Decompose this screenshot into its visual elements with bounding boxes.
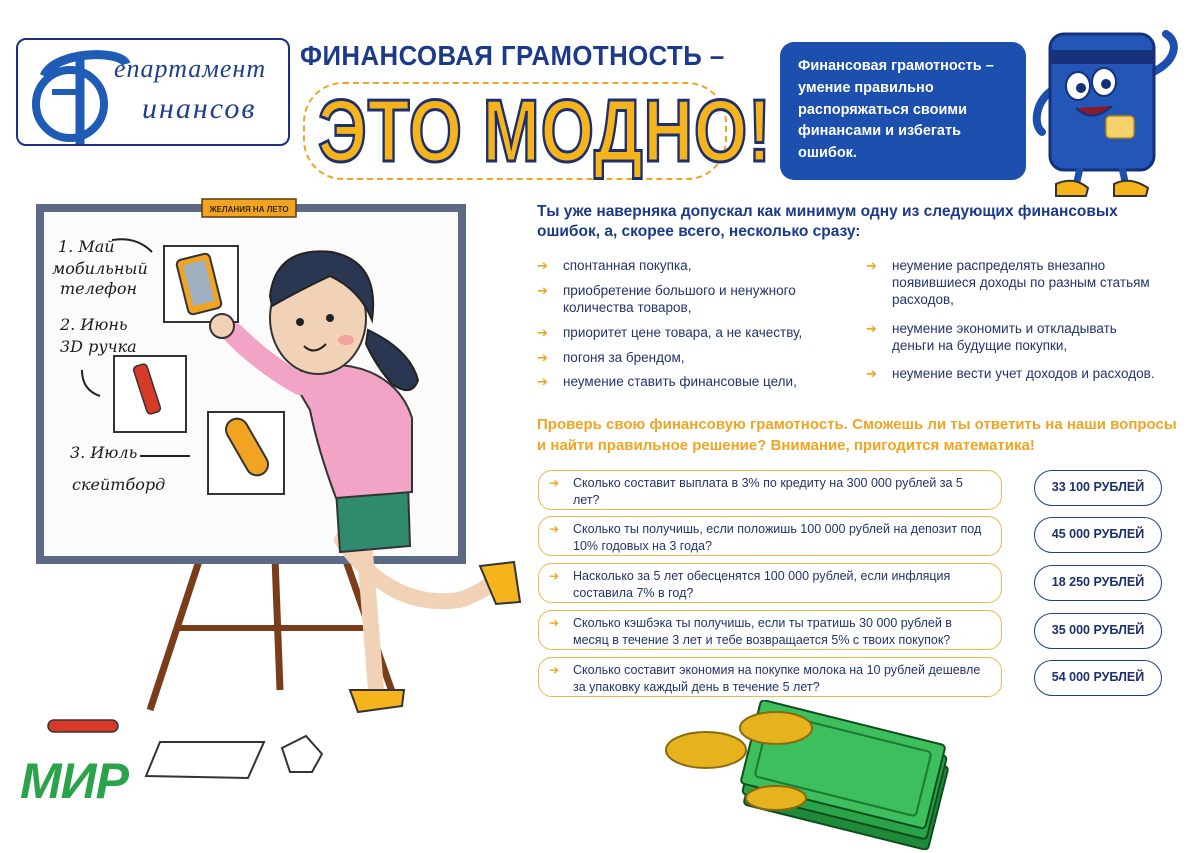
quiz-question-4: ➔ Сколько кэшбэка ты получишь, если ты тратишь 30 000 рублей в месяц в течение 3 лет и тебе возвращается 5% с твоих покупок? [538, 610, 1002, 650]
girl-whiteboard-illustration [0, 0, 540, 853]
logo-word-finance: инансов [142, 92, 257, 125]
coin-icon [740, 712, 812, 744]
board-item-2-line-1: 2. Июнь [60, 315, 128, 334]
mistakes-list-left [537, 258, 847, 391]
quiz-answer-2: 45 000 РУБЛЕЙ [1034, 517, 1162, 553]
money-illustration [656, 700, 976, 850]
page-title-top: ФИНАНСОВАЯ ГРАМОТНОСТЬ – [300, 40, 725, 71]
definition-box: Финансовая грамотность – умение правильно распоряжаться своими финансами и избегать ошибок. [780, 42, 1026, 180]
page-title-main: ЭТО МОДНО! [318, 81, 772, 180]
arrow-icon: ➔ [549, 476, 560, 490]
quiz-intro: Проверь свою финансовую грамотность. Сможешь ли ты ответить на наши вопросы и найти правильное решение? Внимание, пригодится математика! [537, 416, 1177, 454]
list-item: ➔ приоритет цене товара, а не качеству, [537, 325, 847, 342]
board-item-1-line-1: 1. Май [58, 237, 115, 256]
board-header: ЖЕЛАНИЯ НА ЛЕТО [209, 205, 289, 214]
board-item-3-line-2: скейтборд [72, 475, 166, 494]
list-item: ➔ приобретение большого и ненужного количества товаров, [537, 283, 847, 317]
crumpled-paper [282, 736, 322, 772]
easel-leg [150, 558, 200, 710]
list-item: ➔ погоня за брендом, [537, 350, 847, 367]
quiz-answer-5: 54 000 РУБЛЕЙ [1034, 660, 1162, 696]
quiz-question-2: ➔ Сколько ты получишь, если положишь 100 000 рублей на депозит под 10% годовых на 3 года? [538, 516, 1002, 556]
list-item: ➔ неумение распределять внезапно появившиеся доходы по разным статьям расходов, [866, 258, 1162, 309]
quiz-answer-4: 35 000 РУБЛЕЙ [1034, 613, 1162, 649]
board-item-1-line-2: мобильный [52, 259, 148, 278]
logo-word-department: епартамент [114, 54, 267, 83]
marker-icon [48, 720, 118, 732]
arrow-icon: ➔ [549, 616, 560, 630]
list-item: ➔ спонтанная покупка, [537, 258, 847, 275]
board-item-3-line-1: 3. Июль [70, 443, 138, 462]
list-item: ➔ неумение ставить финансовые цели, [537, 374, 847, 391]
list-item: ➔ неумение экономить и откладывать деньги на будущие покупки, [866, 321, 1162, 355]
coin-icon [666, 732, 746, 768]
arrow-icon: ➔ [549, 569, 560, 583]
mistakes-intro: Ты уже наверняка допускал как минимум одну из следующих финансовых ошибок, а, скорее всего, несколько сразу: [537, 203, 1118, 241]
quiz-answer-3: 18 250 РУБЛЕЙ [1034, 565, 1162, 601]
list-item: ➔ неумение вести учет доходов и расходов. [866, 366, 1162, 383]
mir-logo: МИР [20, 753, 128, 809]
board-item-2-line-2: 3D ручка [60, 337, 137, 356]
arrow-icon: ➔ [549, 522, 560, 536]
board-item-1-line-3: телефон [60, 279, 137, 298]
mistakes-list-right [866, 258, 1162, 383]
quiz-question-1: ➔ Сколько составит выплата в 3% по кредиту на 300 000 рублей за 5 лет? [538, 470, 1002, 510]
quiz-question-5: ➔ Сколько составит экономия на покупке молока на 10 рублей дешевле за упаковку каждый день в течение 5 лет? [538, 657, 1002, 697]
quiz-question-3: ➔ Насколько за 5 лет обесценятся 100 000 рублей, если инфляция составила 7% в год? [538, 563, 1002, 603]
quiz-answer-1: 33 100 РУБЛЕЙ [1034, 470, 1162, 506]
arrow-icon: ➔ [549, 663, 560, 677]
paper-sheet [146, 742, 264, 778]
bank-card-mascot-icon [1026, 28, 1186, 200]
coin-icon [746, 786, 806, 810]
